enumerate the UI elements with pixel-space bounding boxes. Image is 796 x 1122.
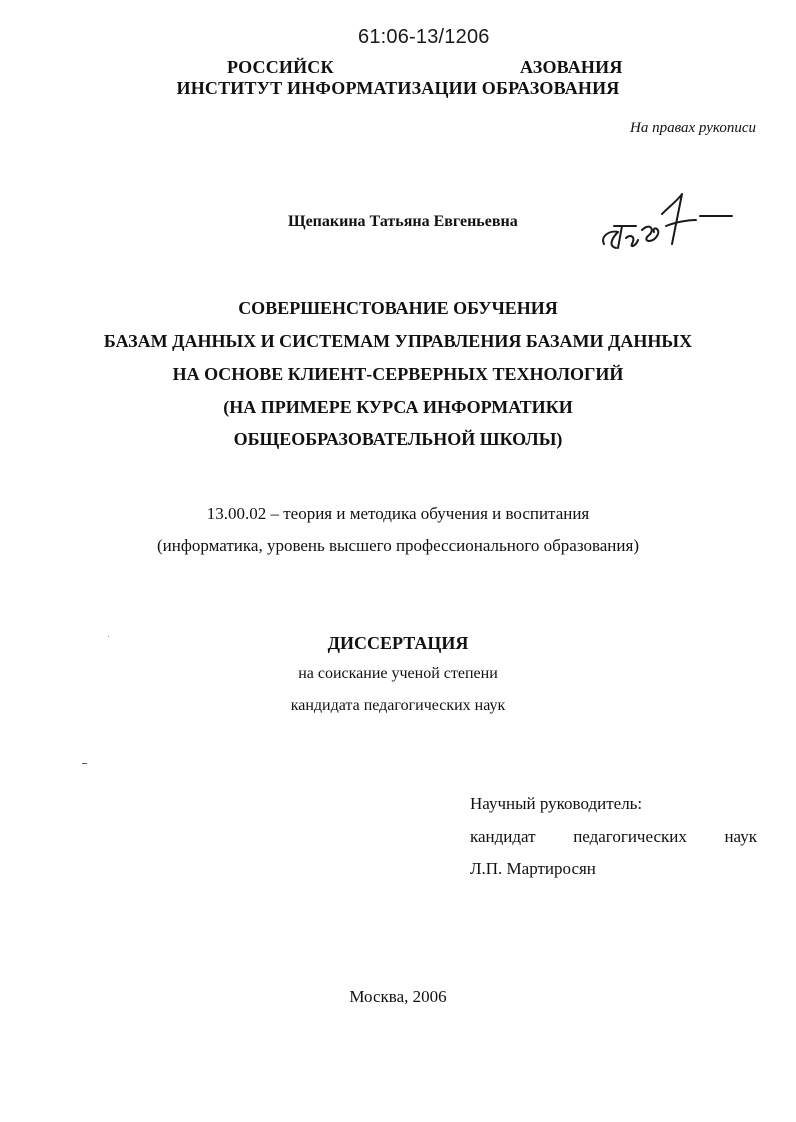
title-line-4: (НА ПРИМЕРЕ КУРСА ИНФОРМАТИКИ (223, 397, 573, 417)
supervisor-name: Л.П. Мартиросян (470, 859, 596, 878)
dissertation-line-1: на соискание ученой степени (298, 665, 498, 682)
title-line-5: ОБЩЕОБРАЗОВАТЕЛЬНОЙ ШКОЛЫ) (233, 429, 563, 449)
scan-speck (108, 636, 109, 637)
header-line1-left: РОССИЙСК (227, 57, 334, 77)
specialty-line-1: 13.00.02 – теория и методика обучения и воспитания (206, 504, 590, 523)
supervisor-degree-word-2: педагогических (573, 827, 687, 846)
specialty-line-2: (информатика, уровень высшего профессионального образования) (157, 536, 639, 555)
author-name: Щепакина Татьяна Евгеньевна (288, 213, 518, 230)
header-line2: ИНСТИТУТ ИНФОРМАТИЗАЦИИ ОБРАЗОВАНИЯ (176, 78, 620, 98)
supervisor-label: Научный руководитель: (470, 794, 643, 813)
rights-note: На правах рукописи (630, 120, 756, 136)
supervisor-degree-word-1: кандидат (470, 827, 536, 846)
city-year: Москва, 2006 (349, 987, 447, 1006)
archive-stamp: 61:06-13/1206 (358, 26, 490, 48)
title-line-1: СОВЕРШЕНСТОВАНИЕ ОБУЧЕНИЯ (238, 298, 558, 318)
supervisor-degree (470, 827, 757, 847)
dissertation-heading: ДИССЕРТАЦИЯ (327, 633, 469, 653)
dissertation-line-2: кандидата педагогических наук (290, 697, 506, 714)
handwritten-signature-icon (596, 186, 736, 258)
title-line-3: НА ОСНОВЕ КЛИЕНТ-СЕРВЕРНЫХ ТЕХНОЛОГИЙ (172, 364, 624, 384)
scan-speck (82, 763, 87, 764)
supervisor-degree-word-3: наук (724, 827, 757, 846)
header-line1-right: АЗОВАНИЯ (520, 57, 623, 77)
title-line-2: БАЗАМ ДАННЫХ И СИСТЕМАМ УПРАВЛЕНИЯ БАЗАМИ ДАННЫХ (103, 331, 693, 351)
